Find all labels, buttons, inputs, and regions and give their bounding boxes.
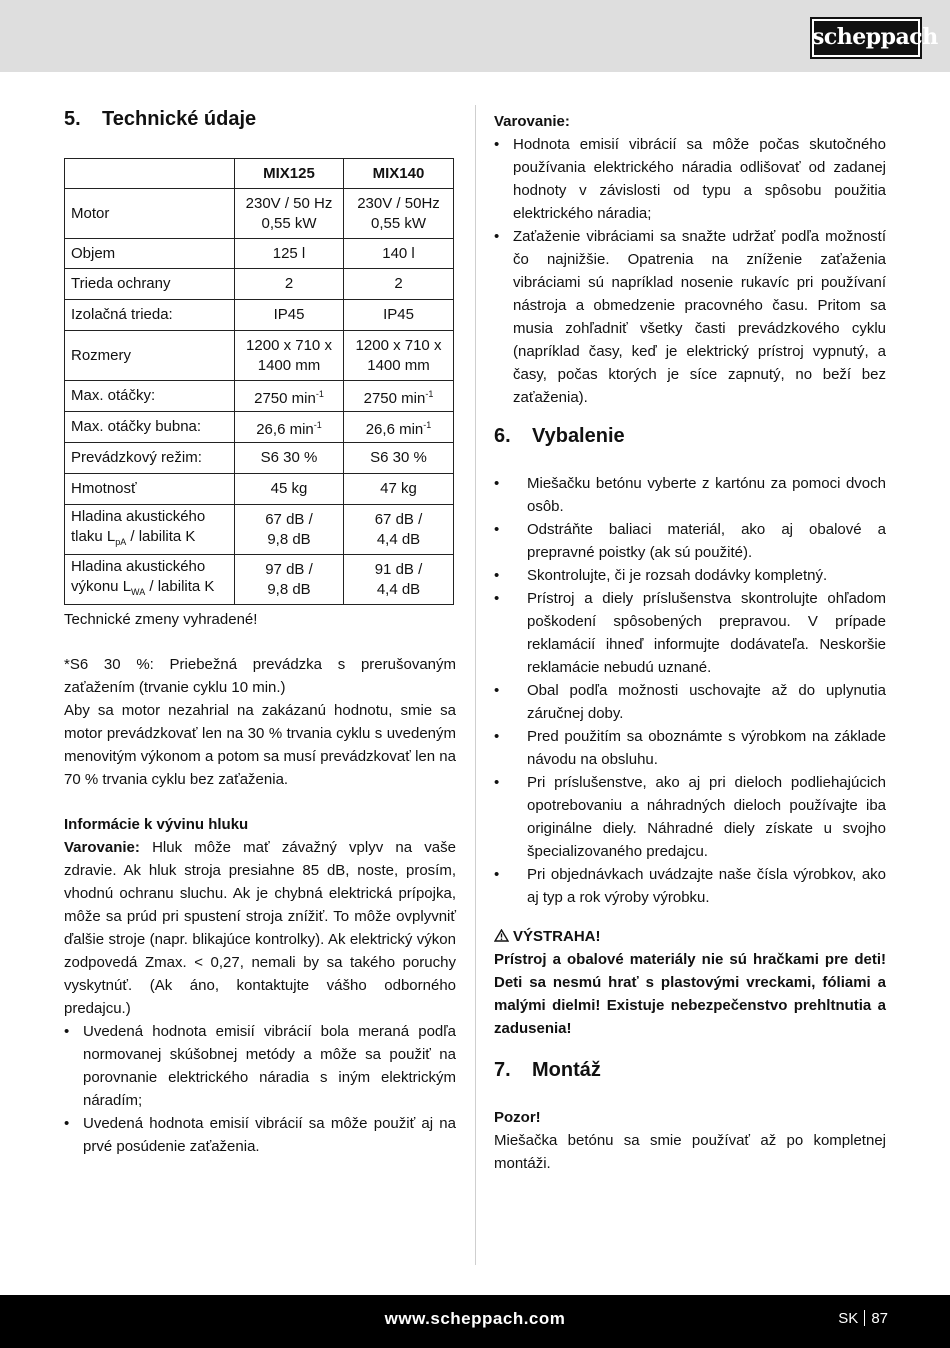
danger-title: VÝSTRAHA! xyxy=(494,925,886,948)
list-item: • Miešačku betónu vyberte z kartónu za pomoci dvoch osôb. xyxy=(494,472,886,518)
list-item: • Uvedená hodnota emisií vibrácií sa môže použiť aj na prvé posúdenie zaťaženia. xyxy=(64,1112,456,1158)
section-6-heading: 6. Vybalenie xyxy=(494,425,625,447)
danger-text: Prístroj a obalové materiály nie sú hračkami pre deti! Deti sa nesmú hrať s plastovými vreckami, fóliami a malými dielmi! Existuje nebezpečenstvo prehltnutia a zadusenia! xyxy=(494,951,886,1037)
caution-title: Pozor! xyxy=(494,1109,541,1126)
scheppach-logo: scheppach xyxy=(810,17,922,59)
table-row: Max. otáčky bubna: 26,6 $\min^{-1}$ 26,6 $\min^{-1}$ xyxy=(65,412,454,443)
section-7-heading: 7. Montáž xyxy=(494,1059,601,1081)
noise-warning-paragraph: Varovanie: Hluk môže mať závažný vplyv na vaše zdravie. Ak hluk stroja presiahne 85 dB, noste, prosím, vhodnú ochranu sluchu. Ak je chybná elektrická prípojka, môže sa prúd pri spustení stroja znížiť. To môže ovplyvniť ďalšie stroje (napr. blikajúce kontrolky). Ak elektrický výkon zodpovedá Zmax. < 0,27, nemali by sa takého poruchy vyskytnúť. (Ak áno, kontaktujte vášho odborného predajcu.) xyxy=(64,839,456,1017)
footer-bar xyxy=(0,1295,950,1348)
table-row: Izolačná trieda: IP45 IP45 xyxy=(65,300,454,331)
list-item: • Odstráňte baliaci materiál, ako aj obalové a prepravné poistky (ak sú použité). xyxy=(494,518,886,564)
list-item: • Pri objednávkach uvádzajte naše čísla výrobkov, ako aj typ a rok výroby výrobku. xyxy=(494,863,886,909)
warning-title: Varovanie: xyxy=(494,113,570,130)
table-row: Objem 125 l 140 l xyxy=(65,239,454,269)
list-item: • Prístroj a diely príslušenstva skontrolujte ohľadom poškodení spôsobených prepravou. V prípade reklamácií ihneď informujte dodávateľa. Neskoršie reklamácie nebudú uznané. xyxy=(494,587,886,679)
table-row: Motor 230V / 50 Hz 0,55 kW 230V / 50Hz 0,55 kW xyxy=(65,189,454,239)
table-row: Hladina akustického výkonu $L_{WA}$ / labilita K 97 dB / 9,8 dB 91 dB / 4,4 dB xyxy=(65,555,454,605)
table-row: Trieda ochrany 2 2 xyxy=(65,269,454,300)
tech-changes-note: Technické zmeny vyhradené! xyxy=(64,611,258,628)
column-divider xyxy=(475,105,476,1265)
section-5-heading: 5. Technické údaje xyxy=(64,108,257,130)
table-row: Hmotnosť 45 kg 47 kg xyxy=(65,474,454,505)
col-header-mix140: MIX140 xyxy=(344,159,454,189)
col-header-mix125: MIX125 xyxy=(235,159,344,189)
list-item: • Pred použitím sa oboznámte s výrobkom na základe návodu na obsluhu. xyxy=(494,725,886,771)
list-item: • Hodnota emisií vibrácií sa môže počas skutočného používania elektrického náradia odlišovať od zadanej hodnoty v závislosti od typu a spôsobu použitia elektrického náradia; xyxy=(494,133,886,225)
list-item: • Skontrolujte, či je rozsah dodávky kompletný. xyxy=(494,564,886,587)
table-row: Hladina akustického tlaku $L_{pA}$ / labilita K 67 dB / 9,8 dB 67 dB / 4,4 dB xyxy=(65,505,454,555)
vibration-bullets xyxy=(64,1020,456,1158)
specs-table xyxy=(64,158,454,605)
list-item: • Obal podľa možnosti uschovajte až do uplynutia záručnej doby. xyxy=(494,679,886,725)
warning-bullets xyxy=(494,133,886,409)
motor-note: Aby sa motor nezahrial na zakázanú hodnotu, smie sa motor prevádzkovať len na 30 % trvania cyklu s uvedeným menovitým výkonom a potom sa musí prevádzkovať len na 70 % trvania cyklu bez zaťaženia. xyxy=(64,702,456,788)
table-row: Rozmery 1200 x 710 x 1400 mm 1200 x 710 x 1400 mm xyxy=(65,331,454,381)
caution-text: Miešačka betónu sa smie používať až po kompletnej montáži. xyxy=(494,1132,886,1172)
unpacking-bullets xyxy=(494,472,886,909)
table-row: Max. otáčky: 2750 $\min^{-1}$ 2750 $\min^{-1}$ xyxy=(65,381,454,412)
list-item: • Zaťaženie vibráciami sa snažte udržať podľa možností čo najnižšie. Opatrenia na zníženie zaťaženia vibráciami sú napríklad nosenie rukavíc pri používaní nástroja a obmedzenie pracovného času. Pritom sa musia zohľadniť všetky časti prevádzkového cyklu (napríklad časy, keď je elektrický prístroj vypnutý, a časy, počas ktorých je síce zapnutý, no beží bez zaťaženia). xyxy=(494,225,886,409)
table-row: Prevádzkový režim: S6 30 % S6 30 % xyxy=(65,443,454,474)
list-item: • Pri príslušenstve, ako aj pri dieloch podliehajúcich opotrebovaniu a náhradných dieloch používajte iba originálne diely. Náhradné diely získate u svojho špecializovaného predajcu. xyxy=(494,771,886,863)
page-number: SK 87 xyxy=(838,1310,888,1327)
header-bar xyxy=(0,0,950,72)
table-row xyxy=(65,159,454,189)
list-item: • Uvedená hodnota emisií vibrácií bola meraná podľa normovanej skúšobnej metódy a môže sa použiť na porovnanie elektrického náradia s iným elektrickým náradím; xyxy=(64,1020,456,1112)
website-url: www.scheppach.com xyxy=(384,1309,566,1328)
noise-info-title: Informácie k vývinu hluku xyxy=(64,816,249,833)
warning-triangle-icon xyxy=(494,929,509,942)
s6-note: *S6 30 %: Priebežná prevádzka s prerušovaným zaťažením (trvanie cyklu 10 min.) xyxy=(64,656,456,696)
